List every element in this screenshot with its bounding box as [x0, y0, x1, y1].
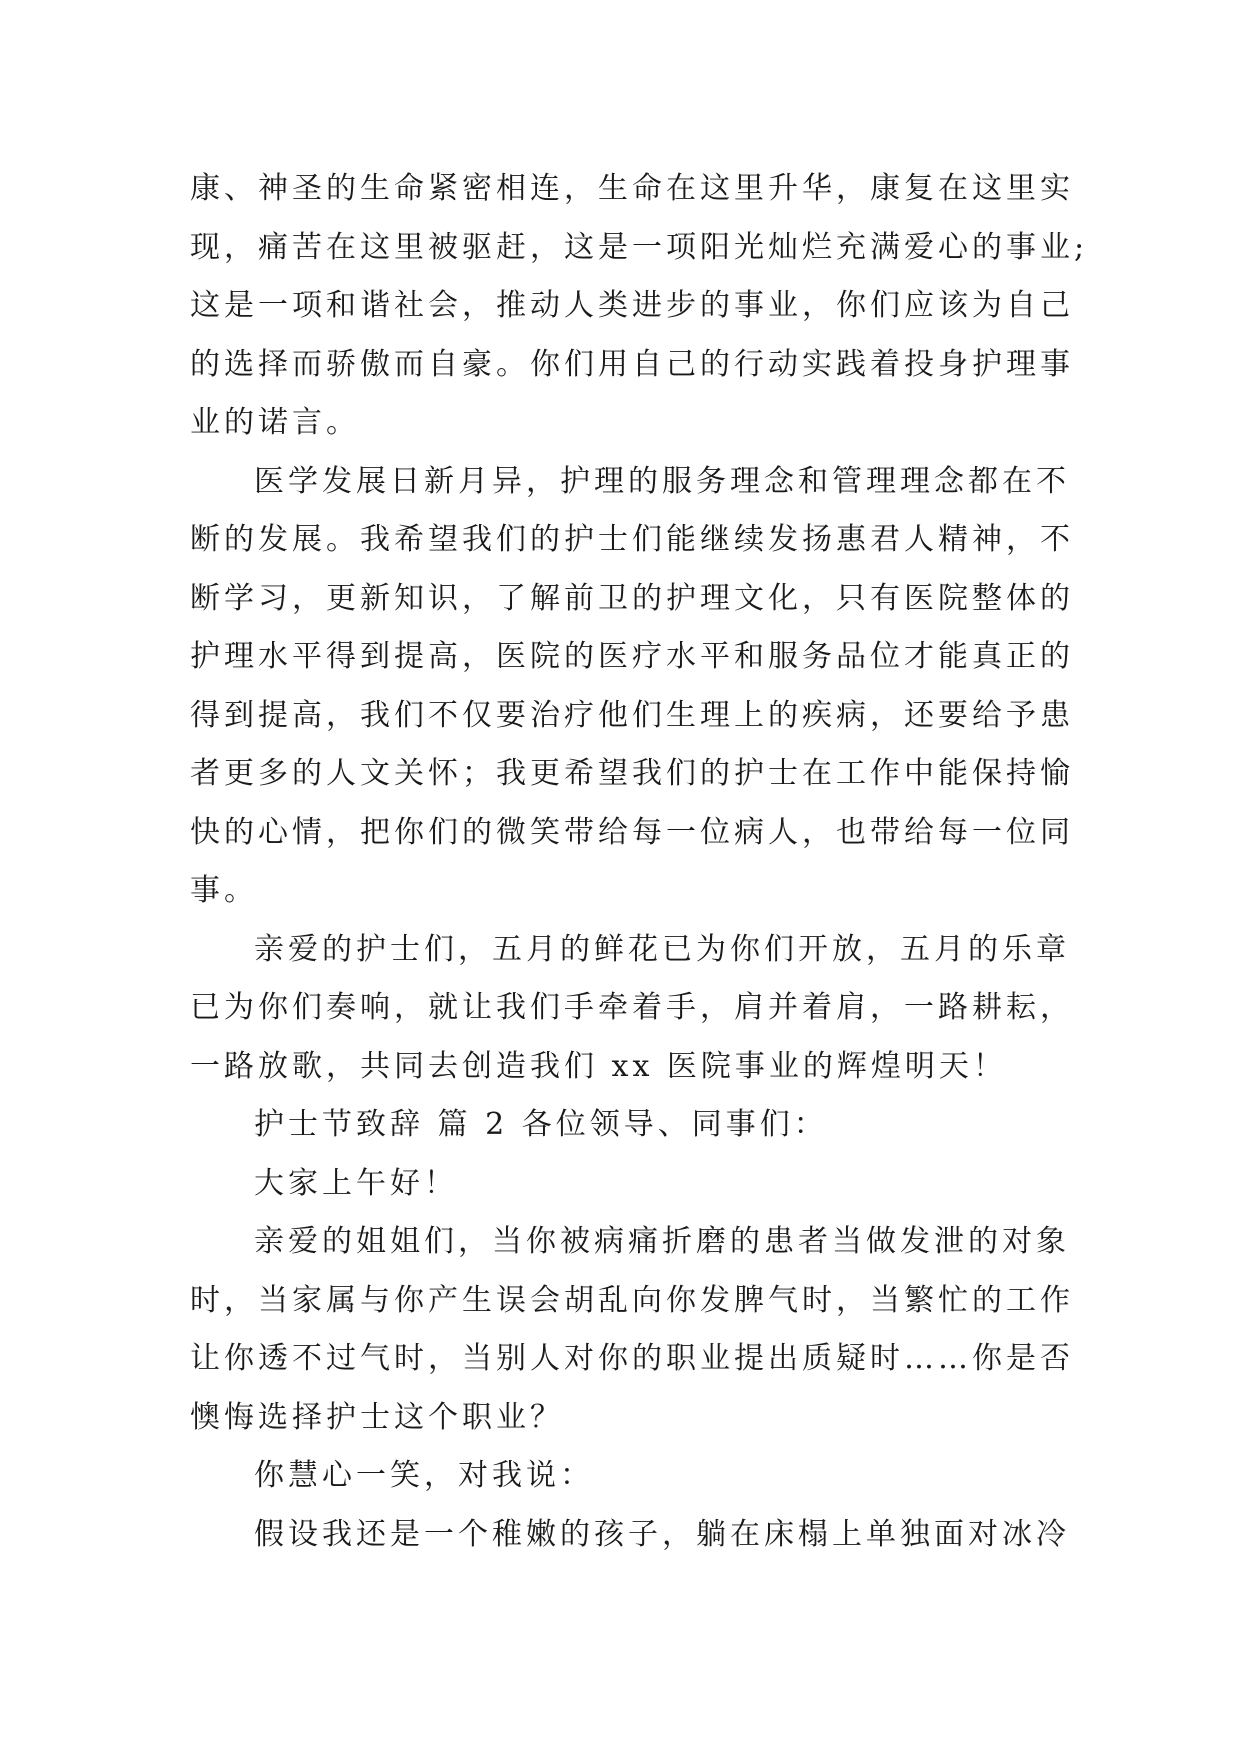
text-line: 快的心情，把你们的微笑带给每一位病人，也带给每一位同	[190, 814, 1074, 850]
section-heading	[190, 1096, 1050, 1155]
text-line: 断学习，更新知识，了解前卫的护理文化，只有医院整体的	[190, 580, 1074, 616]
paragraph	[190, 1447, 1050, 1506]
text-line: 亲爱的护士们，五月的鲜花已为你们开放，五月的乐章	[254, 931, 1070, 967]
greeting	[190, 1155, 1050, 1214]
text-line: 断的发展。我希望我们的护士们能继续发扬惠君人精神，不	[190, 522, 1074, 557]
text-line: 现，痛苦在这里被驱赶，这是一项阳光灿烂充满爱心的事业;	[190, 229, 1089, 265]
text-line: 护理水平得到提高，医院的医疗水平和服务品位才能真正的	[190, 639, 1074, 674]
paragraph	[190, 1213, 1074, 1447]
paragraph	[190, 453, 1074, 921]
text-line: 亲爱的姐姐们，当你被病痛折磨的患者当做发泄的对象	[254, 1224, 1070, 1259]
text-line: 让你透不过气时，当别人对你的职业提出质疑时……你是否	[190, 1341, 1074, 1376]
document-body	[190, 160, 1089, 1564]
paragraph	[190, 160, 1089, 453]
paragraph	[190, 921, 1074, 1097]
text-line: 时，当家属与你产生误会胡乱向你发脾气时，当繁忙的工作	[190, 1282, 1074, 1318]
text-line: 医学发展日新月异，护理的服务理念和管理理念都在不	[254, 463, 1070, 499]
text-line: 你慧心一笑，对我说：	[254, 1458, 594, 1493]
text-line: 者更多的人文关怀；我更希望我们的护士在工作中能保持愉	[190, 756, 1074, 791]
text-line: 康、神圣的生命紧密相连，生命在这里升华，康复在这里实	[190, 171, 1074, 206]
text-line: 事。	[190, 873, 258, 908]
text-line: 懊悔选择护士这个职业？	[190, 1399, 564, 1435]
text-line: 的选择而骄傲而自豪。你们用自己的行动实践着投身护理事	[190, 346, 1074, 382]
text-line: 业的诺言。	[190, 405, 360, 440]
text-line: 大家上午好！	[254, 1165, 458, 1201]
text-line: 得到提高，我们不仅要治疗他们生理上的疾病，还要给予患	[190, 697, 1074, 733]
text-line: 假设我还是一个稚嫩的孩子，躺在床榻上单独面对冰冷	[254, 1516, 1070, 1552]
paragraph	[190, 1506, 1070, 1565]
text-line: 护士节致辞 篇 2 各位领导、同事们：	[254, 1107, 828, 1142]
text-line: 已为你们奏响，就让我们手牵着手，肩并着肩，一路耕耘，	[190, 990, 1074, 1025]
text-line: 一路放歌，共同去创造我们 xx 医院事业的辉煌明天！	[190, 1048, 1007, 1084]
text-line: 这是一项和谐社会，推动人类进步的事业，你们应该为自己	[190, 288, 1074, 323]
